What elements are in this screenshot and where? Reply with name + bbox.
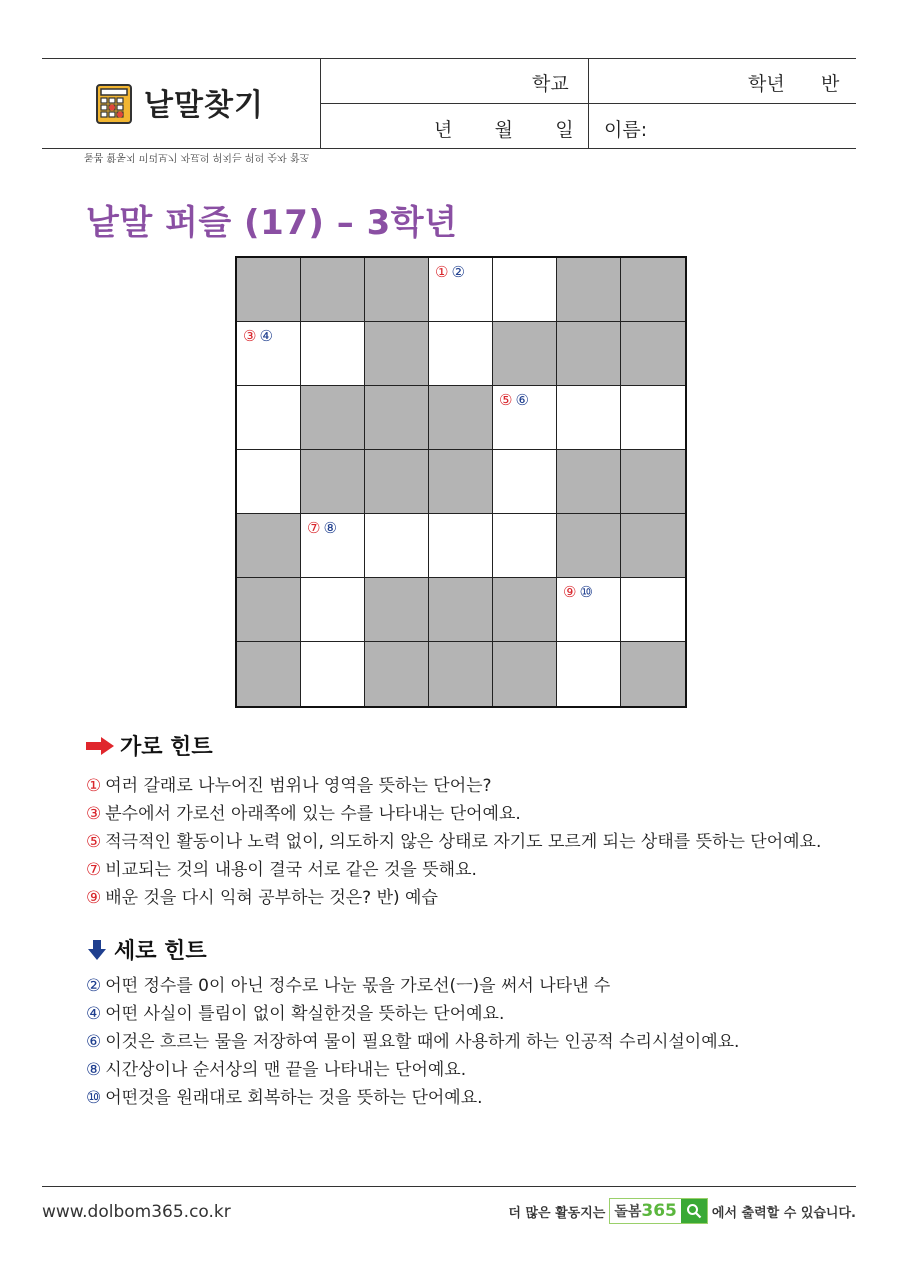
promo-before: 더 많은 활동지는 [508,1205,606,1221]
badge-label [610,1201,681,1221]
grid-cell-blocked [621,642,685,706]
hint-text: 적극적인 활동이나 노력 없이, 의도하지 않은 상태로 자기도 모르게 되는 상태를 뜻하는 단어예요. [105,832,822,852]
grid-cell[interactable] [493,450,557,514]
grid-cell[interactable] [365,514,429,578]
grid-cell[interactable] [621,386,685,450]
hint-text: 비교되는 것의 내용이 결국 서로 같은 것을 뜻해요. [105,860,477,880]
grid-cell-blocked [237,258,301,322]
grid-cell-blocked [365,258,429,322]
hint-number: ⑦ [86,860,102,880]
grid-cell-blocked [429,386,493,450]
grid-cell-blocked [237,578,301,642]
grid-cell-blocked [493,642,557,706]
down-heading-text: 세로 힌트 [114,939,207,964]
header-top-rule [42,58,856,59]
badge-word: 돌봄 [614,1204,642,1220]
grid-cell-blocked [621,258,685,322]
grid-cell-blocked [237,514,301,578]
grid-cell-blocked [493,578,557,642]
hint-text: 배운 것을 다시 익혀 공부하는 것은? 반) 예습 [105,888,438,908]
grid-cell[interactable] [493,386,557,450]
clue-number: ⑦ ⑧ [307,519,337,537]
hint-number: ⑧ [86,1060,102,1080]
badge-number: 365 [641,1201,677,1221]
grid-cell[interactable] [429,514,493,578]
arrow-down-icon [86,938,108,962]
grid-cell[interactable] [301,322,365,386]
across-hint-item [86,771,492,796]
dolbom-badge[interactable] [609,1198,708,1224]
puzzle-title: 낱말 퍼즐 (17) – 3학년 [86,203,458,243]
across-hint-item [86,799,521,824]
grid-cell[interactable] [493,258,557,322]
across-hint-item [86,855,477,880]
grid-cell[interactable] [301,514,365,578]
hint-text: 분수에서 가로선 아래쪽에 있는 수를 나타내는 단어예요. [105,804,521,824]
promo-after: 에서 출력할 수 있습니다. [711,1205,856,1221]
clue-number: ⑨ ⑩ [563,583,593,601]
clue-number: ⑤ ⑥ [499,391,529,409]
hint-number: ⑨ [86,888,102,908]
grid-cell-blocked [493,322,557,386]
grid-cell-blocked [557,258,621,322]
grid-cell[interactable] [557,386,621,450]
grid-cell-blocked [621,450,685,514]
grid-cell-blocked [557,322,621,386]
grid-cell-blocked [557,450,621,514]
grade-class-label: 학년 반 [748,73,840,95]
grid-cell[interactable] [237,450,301,514]
hint-text: 이것은 흐르는 물을 저장하여 물이 필요할 때에 사용하게 하는 인공적 수리시설이예요. [105,1032,740,1052]
hint-number: ⑩ [86,1088,102,1108]
down-hint-item [86,971,610,996]
grid-cell-blocked [621,322,685,386]
hint-number: ⑥ [86,1032,102,1052]
across-heading [86,730,213,761]
grid-cell-blocked [301,386,365,450]
date-label: 년 월 일 [434,119,574,141]
mirrored-note: 돌봄 활동지 미리보기 자료의 위치는 위의 숫자 참조 [84,151,310,162]
grid-cell[interactable] [301,642,365,706]
grid-cell-blocked [429,578,493,642]
grid-cell[interactable] [621,578,685,642]
header-bottom-rule [42,148,856,149]
clue-number: ① ② [435,263,465,281]
grid-cell[interactable] [493,514,557,578]
calculator-icon [96,84,132,124]
down-heading [86,934,207,965]
header-divider-left [320,58,321,148]
hint-number: ④ [86,1004,102,1024]
grid-cell-blocked [429,642,493,706]
down-hint-item [86,1027,739,1052]
grid-cell-blocked [237,642,301,706]
school-label: 학교 [532,73,569,95]
hint-text: 어떤것을 원래대로 회복하는 것을 뜻하는 단어예요. [105,1088,483,1108]
down-hint-item [86,999,504,1024]
hint-text: 어떤 사실이 틀림이 없이 확실한것을 뜻하는 단어예요. [105,1004,505,1024]
grid-cell[interactable] [429,322,493,386]
grid-cell[interactable] [237,322,301,386]
grid-cell-blocked [365,322,429,386]
grid-cell[interactable] [557,578,621,642]
grid-cell[interactable] [429,258,493,322]
hint-number: ② [86,976,102,996]
grid-cell-blocked [621,514,685,578]
name-label: 이름: [604,119,648,141]
arrow-right-icon [86,737,114,755]
header-divider-right [588,58,589,148]
promo-text [508,1198,856,1224]
clue-number: ③ ④ [243,327,273,345]
hint-number: ③ [86,804,102,824]
grid-cell[interactable] [301,578,365,642]
across-hint-item [86,883,438,908]
app-title: 낱말찾기 [144,88,264,123]
hint-text: 여러 갈래로 나누어진 범위나 영역을 뜻하는 단어는? [105,776,492,796]
grid-cell[interactable] [237,386,301,450]
hint-text: 어떤 정수를 0이 아닌 정수로 나눈 몫을 가로선(ㅡ)을 써서 나타낸 수 [105,976,611,996]
hint-number: ① [86,776,102,796]
crossword-grid [235,256,687,708]
grid-cell[interactable] [557,642,621,706]
hint-number: ⑤ [86,832,102,852]
across-hint-item [86,827,821,852]
hint-text: 시간상이나 순서상의 맨 끝을 나타내는 단어예요. [105,1060,467,1080]
grid-cell-blocked [365,578,429,642]
down-hint-item [86,1083,483,1108]
across-heading-text: 가로 힌트 [120,735,213,760]
grid-cell-blocked [301,258,365,322]
grid-cell-blocked [557,514,621,578]
search-icon[interactable] [681,1199,707,1223]
grid-cell-blocked [365,642,429,706]
grid-cell-blocked [365,386,429,450]
grid-cell-blocked [365,450,429,514]
footer-rule [42,1186,856,1187]
grid-cell-blocked [429,450,493,514]
down-hint-item [86,1055,466,1080]
grid-cell-blocked [301,450,365,514]
website-url[interactable]: www.dolbom365.co.kr [42,1202,231,1222]
